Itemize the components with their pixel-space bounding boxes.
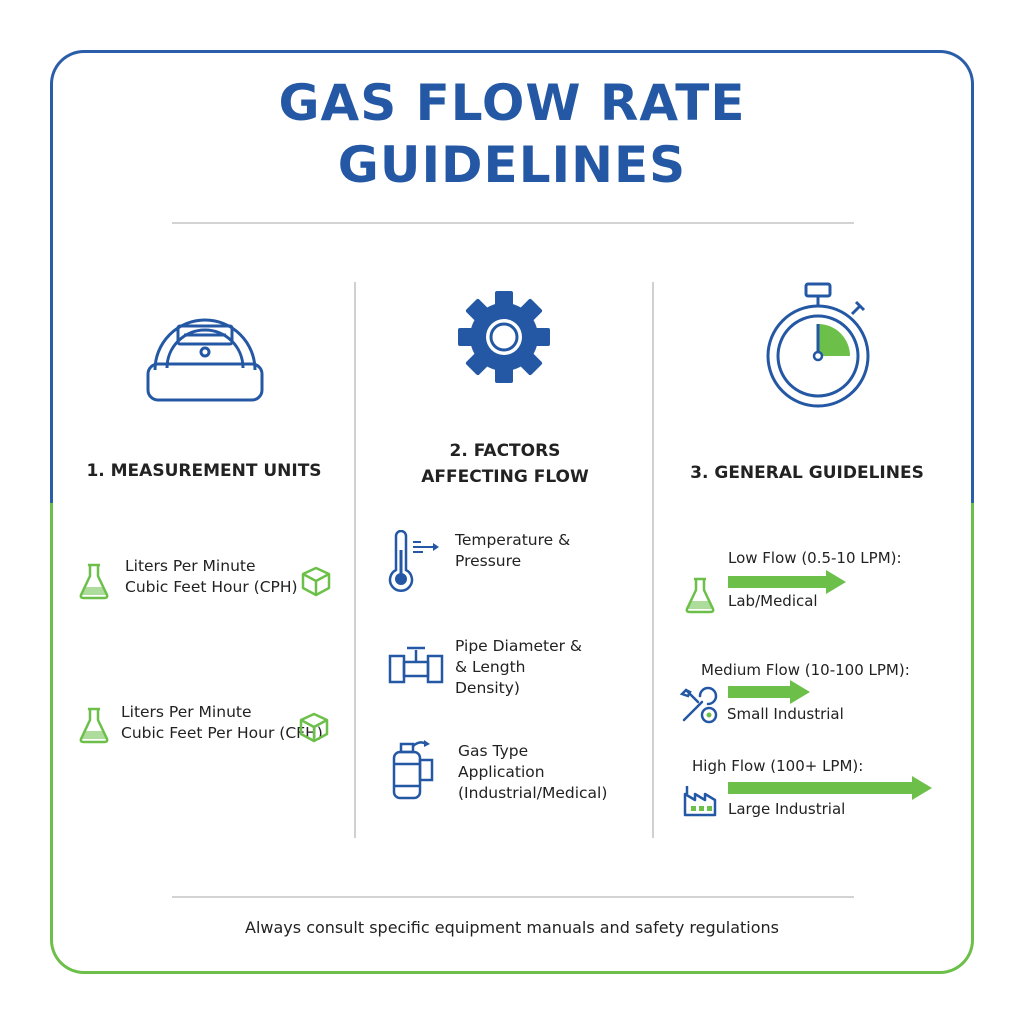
measurement-heading: 1. MEASUREMENT UNITS bbox=[86, 461, 322, 481]
footer-note: Always consult specific equipment manuals and safety regulations bbox=[245, 918, 779, 937]
stopwatch-icon bbox=[760, 278, 880, 410]
unit-item-2 bbox=[121, 702, 323, 744]
unit-item-2-line-2: Cubic Feet Per Hour (CFH) bbox=[121, 724, 323, 742]
column-divider-left bbox=[354, 282, 356, 838]
unit-item-2-line-1: Liters Per Minute bbox=[121, 703, 252, 721]
tools-icon bbox=[678, 684, 720, 726]
factor-item-3: Gas Type Application (Industrial/Medical) bbox=[458, 742, 608, 802]
flask-icon bbox=[78, 706, 110, 744]
thermometer-icon bbox=[385, 530, 445, 594]
guidelines-heading: 3. GENERAL GUIDELINES bbox=[690, 463, 924, 483]
flask-icon bbox=[78, 562, 110, 600]
unit-item-1-line-1: Liters Per Minute bbox=[125, 557, 256, 575]
factor-item-1: Temperature & Pressure bbox=[455, 531, 571, 570]
low-flow-label: Low Flow (0.5-10 LPM): bbox=[728, 549, 902, 567]
gear-icon bbox=[454, 287, 554, 387]
low-flow-arrow bbox=[728, 570, 846, 594]
page-title bbox=[0, 72, 1024, 196]
bottom-divider bbox=[172, 896, 854, 898]
column-divider-right bbox=[652, 282, 654, 838]
medium-flow-use: Small Industrial bbox=[727, 705, 844, 723]
gas-cylinder-icon bbox=[388, 738, 444, 802]
medium-flow-label: Medium Flow (10-100 LPM): bbox=[701, 661, 910, 679]
pipe-valve-icon bbox=[387, 642, 445, 686]
factor-item-2: Pipe Diameter & & Length Density) bbox=[455, 637, 582, 697]
unit-item-1 bbox=[125, 556, 298, 598]
high-flow-use: Large Industrial bbox=[728, 800, 846, 818]
medium-flow-arrow bbox=[728, 680, 810, 704]
low-flow-use: Lab/Medical bbox=[728, 592, 818, 610]
factory-icon bbox=[682, 782, 720, 818]
cube-icon bbox=[298, 710, 330, 744]
high-flow-label: High Flow (100+ LPM): bbox=[692, 757, 864, 775]
title-line-1: GAS FLOW RATE bbox=[278, 74, 746, 132]
flask-icon bbox=[684, 576, 716, 614]
factors-heading: 2. FACTORS AFFECTING FLOW bbox=[421, 441, 589, 487]
gas-meter-icon bbox=[140, 290, 270, 406]
top-divider bbox=[172, 222, 854, 224]
unit-item-1-line-2: Cubic Feet Hour (CPH) bbox=[125, 578, 298, 596]
high-flow-arrow bbox=[728, 776, 932, 800]
title-line-2: GUIDELINES bbox=[337, 136, 687, 194]
cube-icon bbox=[300, 564, 332, 598]
